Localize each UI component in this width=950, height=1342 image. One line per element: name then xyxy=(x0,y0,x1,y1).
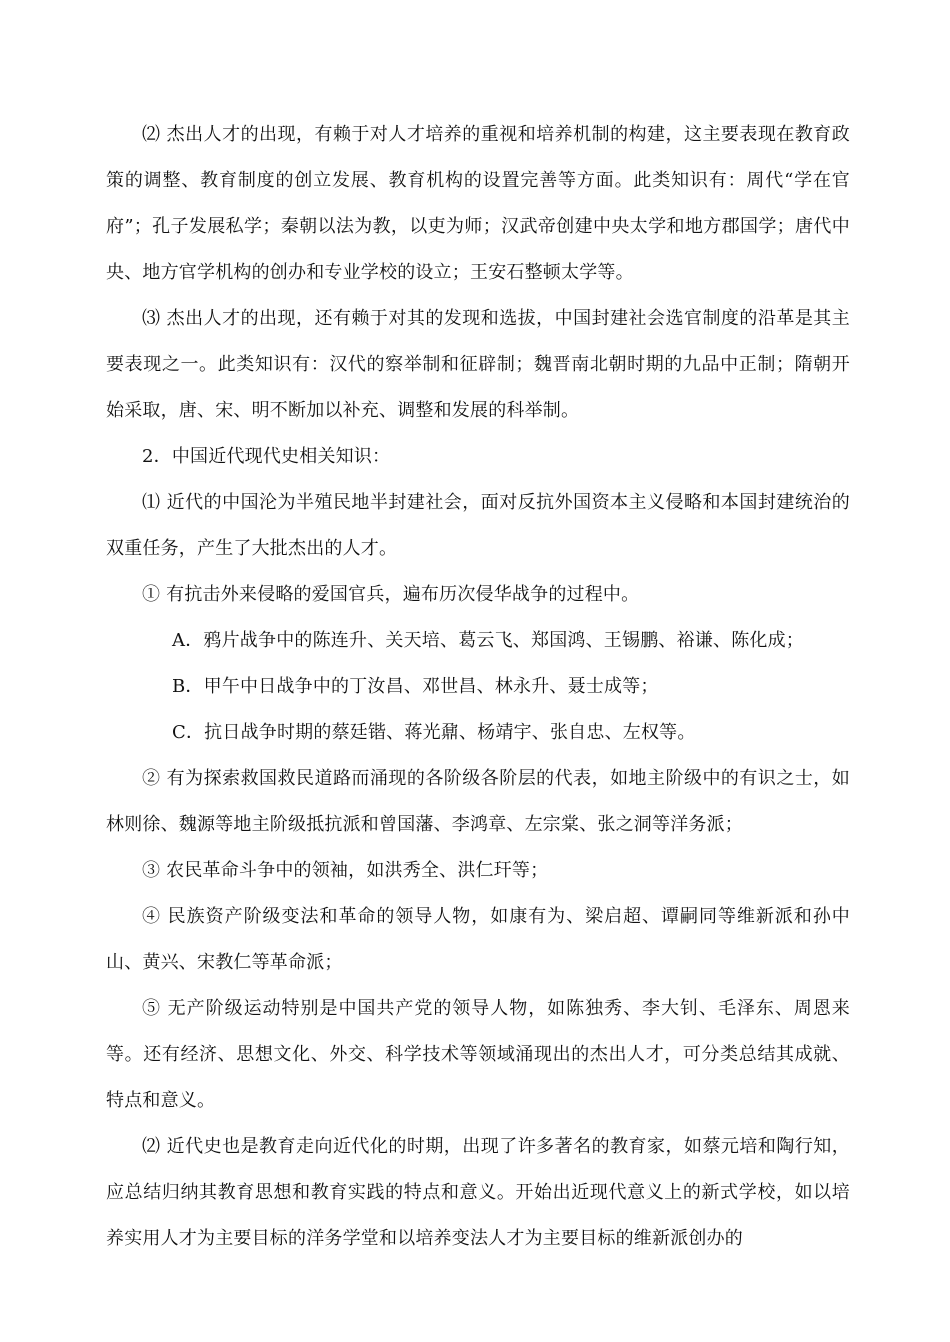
paragraph-bourgeois-reformers: ④ 民族资产阶级变法和革命的领导人物，如康有为、梁启超、谭嗣同等维新派和孙中山、黄兴、宋教仁等革命派； xyxy=(106,906,850,973)
paragraph-peasant-leaders: ③ 农民革命斗争中的领袖，如洪秀全、洪仁玕等； xyxy=(142,860,549,881)
paragraph-modern-china-talent: ⑴ 近代的中国沦为半殖民地半封建社会，面对反抗外国资本主义侵略和本国封建统治的双重任务，产生了大批杰出的人才。 xyxy=(106,492,850,559)
list-item-anti-japanese-war: C．抗日战争时期的蔡廷锴、蒋光鼐、杨靖宇、张自忠、左权等。 xyxy=(172,722,696,743)
paragraph-talent-cultivation: ⑵ 杰出人才的出现，有赖于对人才培养的重视和培养机制的构建，这主要表现在教育政策的调整、教育制度的创立发展、教育机构的设置完善等方面。此类知识有：周代“学在官府”；孔子发展私学；秦朝以法为教，以吏为师；汉武帝创建中央太学和地方郡国学；唐代中央、地方官学机构的创办和专业学校的设立；王安石整顿太学等。 xyxy=(106,124,850,283)
list-item-sino-japanese-war: B．甲午中日战争中的丁汝昌、邓世昌、林永升、聂士成等； xyxy=(172,676,659,697)
paragraph-modern-education: ⑵ 近代史也是教育走向近代化的时期，出现了许多著名的教育家，如蔡元培和陶行知，应总结归纳其教育思想和教育实践的特点和意义。开始出近现代意义上的新式学校，如以培养实用人才为主要目标的洋务学堂和以培养变法人才为主要目标的维新派创办的 xyxy=(106,1136,850,1249)
paragraph-national-salvation: ② 有为探索救国救民道路而涌现的各阶级各阶层的代表，如地主阶级中的有识之士，如林则徐、魏源等地主阶级抵抗派和曾国藩、李鸿章、左宗棠、张之洞等洋务派； xyxy=(106,768,850,835)
paragraph-proletarian-leaders: ⑤ 无产阶级运动特别是中国共产党的领导人物，如陈独秀、李大钊、毛泽东、周恩来等。还有经济、思想文化、外交、科学技术等领域涌现出的杰出人才，可分类总结其成就、特点和意义。 xyxy=(106,998,850,1111)
paragraph-patriotic-officers: ① 有抗击外来侵略的爱国官兵，遍布历次侵华战争的过程中。 xyxy=(142,584,640,605)
list-item-opium-war: A．鸦片战争中的陈连升、关天培、葛云飞、郑国鸿、王锡鹏、裕谦、陈化成； xyxy=(172,630,804,651)
paragraph-official-selection: ⑶ 杰出人才的出现，还有赖于对其的发现和选拔，中国封建社会选官制度的沿革是其主要表现之一。此类知识有：汉代的察举制和征辟制；魏晋南北朝时期的九品中正制；隋朝开始采取，唐、宋、明不断加以补充、调整和发展的科举制。 xyxy=(106,308,850,421)
section-heading-modern-history: 2．中国近代现代史相关知识： xyxy=(142,446,391,467)
document-body xyxy=(106,112,850,1262)
